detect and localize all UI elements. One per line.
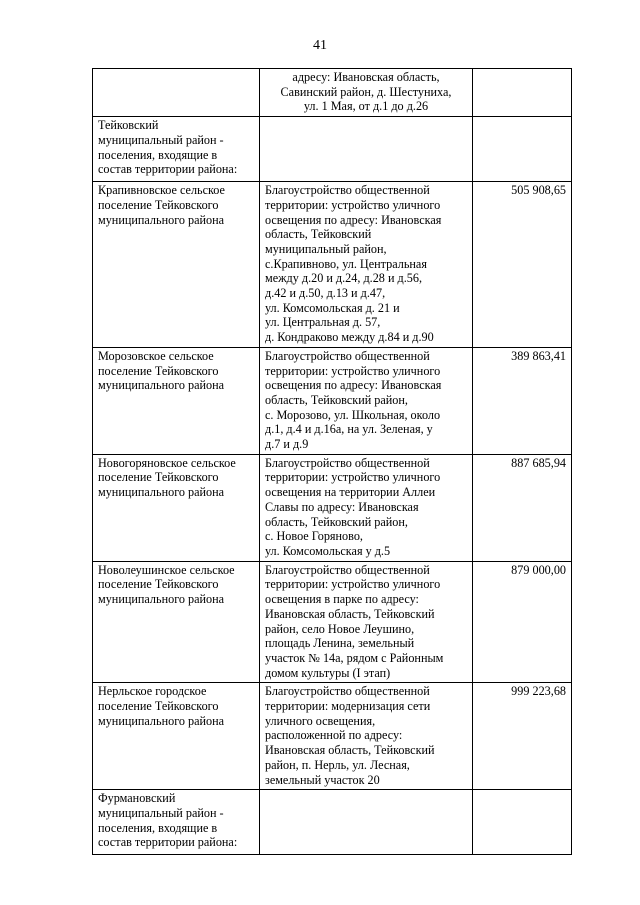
- description-line: Славы по адресу: Ивановская: [265, 499, 419, 514]
- table-row: [93, 790, 572, 855]
- description-cell: [260, 69, 473, 117]
- description-line: домом культуры (I этап): [265, 665, 391, 680]
- description-cell: [260, 117, 473, 182]
- municipality-line: Морозовское сельское: [98, 348, 214, 363]
- description-line: д.1, д.4 и д.16а, на ул. Зеленая, у: [265, 422, 433, 437]
- description-cell: [260, 790, 473, 855]
- municipality-line: Фурмановский: [98, 791, 176, 806]
- table-row: [93, 117, 572, 182]
- description-line: территории: модернизация сети: [265, 699, 431, 714]
- description-line: земельный участок 20: [265, 772, 380, 787]
- description-cell: [260, 454, 473, 561]
- description-line: территории: устройство уличного: [265, 197, 441, 212]
- description-line: между д.20 и д.24, д.28 и д.56,: [265, 271, 422, 286]
- description-cell: [260, 182, 473, 348]
- table-row: [93, 182, 572, 348]
- description-line: Благоустройство общественной: [265, 562, 430, 577]
- description-line: освещения по адресу: Ивановская: [265, 378, 442, 393]
- description-line: участок № 14а, рядом с Районным: [265, 650, 444, 665]
- description-line: адресу: Ивановская область,: [292, 70, 440, 84]
- municipality-line: муниципального района: [98, 212, 225, 227]
- table-row: [93, 683, 572, 790]
- municipality-line: Новолеушинское сельское: [98, 562, 235, 577]
- description-line: ул. Центральная д. 57,: [265, 315, 381, 330]
- municipality-cell: [93, 561, 260, 683]
- amount-cell: 879 000,00: [473, 561, 572, 683]
- description-line: область, Тейковский: [265, 227, 372, 242]
- municipality-cell: [93, 683, 260, 790]
- municipality-line: поселения, входящие в: [98, 147, 218, 162]
- description-line: освещения на территории Аллеи: [265, 485, 436, 500]
- description-line: д. Кондраково между д.84 и д.90: [265, 330, 434, 345]
- description-line: с.Крапивново, ул. Центральная: [265, 256, 427, 271]
- municipality-line: муниципального района: [98, 592, 225, 607]
- description-cell: [260, 683, 473, 790]
- table-row: [93, 454, 572, 561]
- description-line: ул. Комсомольская у д.5: [265, 543, 391, 558]
- municipality-line: поселение Тейковского: [98, 363, 219, 378]
- description-line: район, п. Нерль, ул. Лесная,: [265, 757, 410, 772]
- description-line: область, Тейковский район,: [265, 392, 408, 407]
- description-line: площадь Ленина, земельный: [265, 636, 415, 651]
- table-row: [93, 561, 572, 683]
- amount-cell: [473, 790, 572, 855]
- description-line: район, село Новое Леушино,: [265, 621, 415, 636]
- amount-cell: 887 685,94: [473, 454, 572, 561]
- description-line: Благоустройство общественной: [265, 183, 430, 198]
- description-line: уличного освещения,: [265, 713, 376, 728]
- municipality-line: Новогоряновское сельское: [98, 455, 236, 470]
- amount-cell: 999 223,68: [473, 683, 572, 790]
- description-line: Благоустройство общественной: [265, 348, 430, 363]
- municipality-line: муниципальный район -: [98, 132, 224, 147]
- description-line: с. Новое Горяново,: [265, 529, 363, 544]
- municipality-line: муниципального района: [98, 713, 225, 728]
- description-line: освещения по адресу: Ивановская: [265, 212, 442, 227]
- description-line: территории: устройство уличного: [265, 363, 441, 378]
- description-cell: [260, 347, 473, 454]
- municipality-line: состав территории района:: [98, 162, 238, 177]
- description-line: ул. Комсомольская д. 21 и: [265, 300, 400, 315]
- municipality-cell: [93, 790, 260, 855]
- municipality-line: муниципального района: [98, 485, 225, 500]
- allocation-table: [92, 68, 572, 855]
- description-line: территории: устройство уличного: [265, 470, 441, 485]
- municipality-line: Нерльское городское: [98, 684, 207, 699]
- municipality-line: Крапивновское сельское: [98, 183, 225, 198]
- description-line: Ивановская область, Тейковский: [265, 606, 435, 621]
- municipality-line: поселение Тейковского: [98, 699, 219, 714]
- municipality-line: поселение Тейковского: [98, 577, 219, 592]
- description-line: территории: устройство уличного: [265, 577, 441, 592]
- amount-cell: 505 908,65: [473, 182, 572, 348]
- municipality-cell: [93, 347, 260, 454]
- page-number: 41: [313, 38, 327, 53]
- description-line: освещения в парке по адресу:: [265, 592, 419, 607]
- municipality-line: состав территории района:: [98, 835, 238, 850]
- description-line: д.7 и д.9: [265, 437, 309, 452]
- table-body: [93, 69, 572, 855]
- table-row: [93, 347, 572, 454]
- amount-cell: 389 863,41: [473, 347, 572, 454]
- description-line: Благоустройство общественной: [265, 684, 430, 699]
- municipality-line: поселение Тейковского: [98, 470, 219, 485]
- table-row: [93, 69, 572, 117]
- municipality-cell: [93, 182, 260, 348]
- municipality-line: муниципального района: [98, 378, 225, 393]
- amount-cell: [473, 117, 572, 182]
- description-line: Благоустройство общественной: [265, 455, 430, 470]
- description-line: Савинский район, д. Шестуниха,: [280, 84, 452, 99]
- description-line: расположенной по адресу:: [265, 728, 403, 743]
- municipality-cell: [93, 454, 260, 561]
- municipality-line: муниципальный район -: [98, 805, 224, 820]
- description-line: д.42 и д.50, д.13 и д.47,: [265, 286, 386, 301]
- municipality-cell: [93, 69, 260, 117]
- description-line: с. Морозово, ул. Школьная, около: [265, 407, 441, 422]
- description-line: ул. 1 Мая, от д.1 до д.26: [303, 99, 429, 114]
- municipality-cell: [93, 117, 260, 182]
- municipality-line: поселение Тейковского: [98, 197, 219, 212]
- description-line: Ивановская область, Тейковский: [265, 743, 435, 758]
- municipality-line: поселения, входящие в: [98, 820, 218, 835]
- description-cell: [260, 561, 473, 683]
- amount-cell: [473, 69, 572, 117]
- municipality-line: Тейковский: [98, 118, 159, 133]
- description-line: область, Тейковский район,: [265, 514, 408, 529]
- description-line: муниципальный район,: [265, 241, 387, 256]
